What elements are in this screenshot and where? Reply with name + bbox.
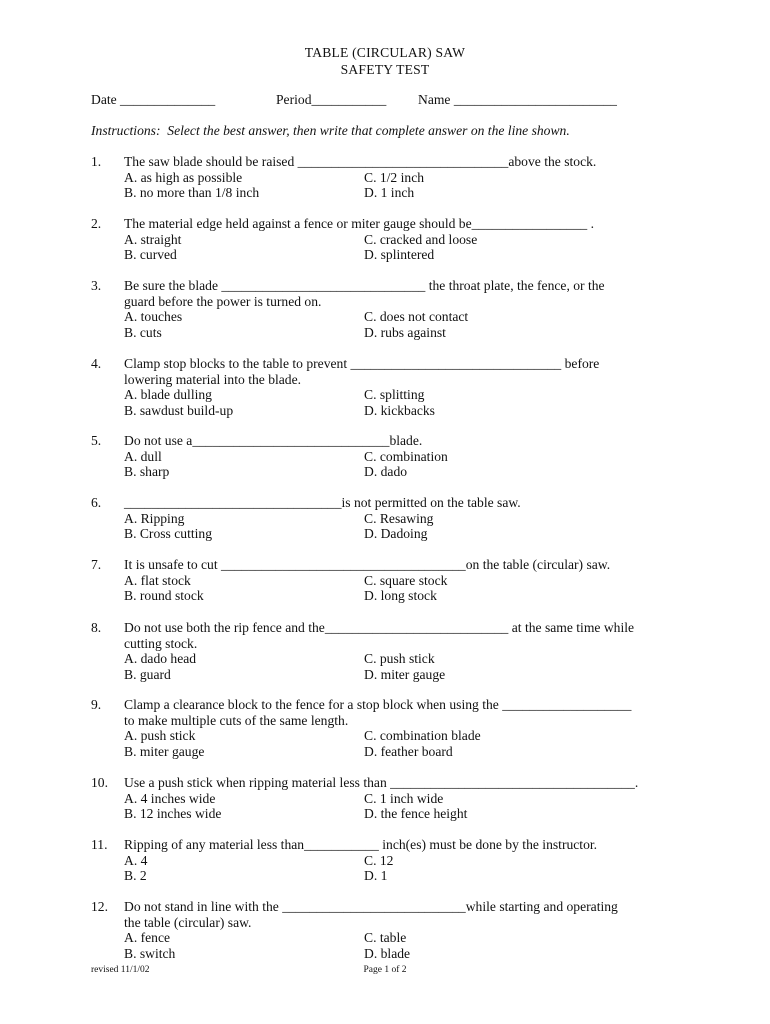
question-text[interactable]: Clamp stop blocks to the table to prevent _______________________________ before lowering material into the blade. [124, 356, 600, 387]
page-subtitle: SAFETY TEST [340, 62, 430, 77]
option-d: D. splintered [364, 247, 435, 263]
question-number: 3. [91, 278, 102, 293]
name-field[interactable]: Name ________________________ [418, 92, 617, 107]
option-a: A. 4 inches wide [124, 790, 216, 806]
option-a: A. push stick [124, 728, 196, 744]
question-number: 1. [91, 154, 102, 169]
date-field[interactable]: Date ______________ [91, 92, 216, 107]
question-number: 10. [91, 775, 108, 790]
option-a: A. flat stock [124, 572, 191, 588]
option-d: D. the fence height [364, 806, 468, 822]
option-b: B. curved [124, 247, 177, 263]
question-number: 7. [91, 557, 102, 572]
header-fields [91, 92, 691, 110]
option-a: A. blade dulling [124, 387, 212, 403]
question-number: 6. [91, 495, 102, 510]
question-text[interactable]: The saw blade should be raised _______________________________above the stock. [124, 154, 597, 169]
question-text[interactable]: Do not use a_____________________________blade. [124, 433, 423, 448]
option-c: C. table [364, 930, 407, 946]
question-text[interactable]: It is unsafe to cut ____________________________________on the table (circular) saw. [124, 557, 611, 572]
page-title: TABLE (CIRCULAR) SAW [304, 45, 466, 60]
question-number: 5. [91, 433, 102, 448]
question-text[interactable]: Ripping of any material less than___________ inch(es) must be done by the instructor. [124, 837, 598, 852]
question-text[interactable]: Do not use both the rip fence and the___________________________ at the same time while cutting stock. [124, 620, 635, 651]
page-number: Page 1 of 2 [363, 965, 407, 975]
option-b: B. 2 [124, 868, 147, 884]
option-b: B. sawdust build-up [124, 402, 234, 418]
option-a: A. fence [124, 930, 171, 946]
question-text[interactable]: Do not stand in line with the ___________________________while starting and operating the table (circular) saw. [124, 899, 618, 930]
option-d: D. long stock [364, 588, 437, 604]
option-b: B. no more than 1/8 inch [124, 185, 260, 201]
question-number: 4. [91, 356, 102, 371]
option-d: D. feather board [364, 743, 453, 759]
option-c: C. Resawing [364, 510, 434, 526]
option-c: C. combination blade [364, 728, 481, 744]
option-b: B. miter gauge [124, 743, 205, 759]
option-b: B. sharp [124, 464, 170, 480]
question-number: 8. [91, 620, 102, 635]
option-d: D. 1 inch [364, 185, 415, 201]
option-c: C. 12 [364, 852, 394, 868]
revision-note: revised 11/1/02 [91, 965, 150, 975]
option-a: A. as high as possible [124, 169, 243, 185]
option-c: C. push stick [364, 651, 435, 667]
question-number: 12. [91, 899, 108, 914]
option-a: A. straight [124, 231, 182, 247]
option-c: C. splitting [364, 387, 425, 403]
question-number: 9. [91, 697, 102, 712]
option-a: A. touches [124, 309, 183, 325]
option-c: C. square stock [364, 572, 448, 588]
option-c: C. does not contact [364, 309, 469, 325]
option-a: A. dado head [124, 651, 197, 667]
option-c: C. cracked and loose [364, 231, 478, 247]
option-b: B. Cross cutting [124, 526, 212, 542]
option-c: C. 1/2 inch [364, 169, 425, 185]
option-b: B. switch [124, 945, 176, 961]
option-b: B. round stock [124, 588, 204, 604]
option-c: C. combination [364, 448, 448, 464]
option-d: D. Dadoing [364, 526, 428, 542]
option-d: D. blade [364, 945, 411, 961]
question-text[interactable]: Use a push stick when ripping material less than ____________________________________. [124, 775, 639, 790]
question-number: 11. [91, 837, 108, 852]
option-a: A. Ripping [124, 510, 185, 526]
question-text[interactable]: ________________________________is not permitted on the table saw. [124, 495, 521, 510]
option-c: C. 1 inch wide [364, 790, 444, 806]
option-d: D. kickbacks [364, 402, 435, 418]
period-field[interactable]: Period___________ [276, 92, 387, 107]
option-a: A. dull [124, 448, 162, 464]
option-d: D. rubs against [364, 324, 446, 340]
question-number: 2. [91, 216, 102, 231]
option-b: B. guard [124, 666, 171, 682]
question-text[interactable]: Be sure the blade ______________________________ the throat plate, the fence, or the guard before the power is turned on. [124, 278, 605, 309]
instructions: Instructions: Select the best answer, then write that complete answer on the line shown. [91, 123, 570, 138]
question-text[interactable]: Clamp a clearance block to the fence for a stop block when using the ___________________ to make multiple cuts of the same length. [124, 697, 632, 728]
option-b: B. cuts [124, 324, 162, 340]
option-a: A. 4 [124, 852, 148, 868]
question-text[interactable]: The material edge held against a fence or miter gauge should be_________________ . [124, 216, 594, 231]
option-d: D. miter gauge [364, 666, 446, 682]
option-b: B. 12 inches wide [124, 806, 222, 822]
option-d: D. dado [364, 464, 408, 480]
option-d: D. 1 [364, 868, 388, 884]
